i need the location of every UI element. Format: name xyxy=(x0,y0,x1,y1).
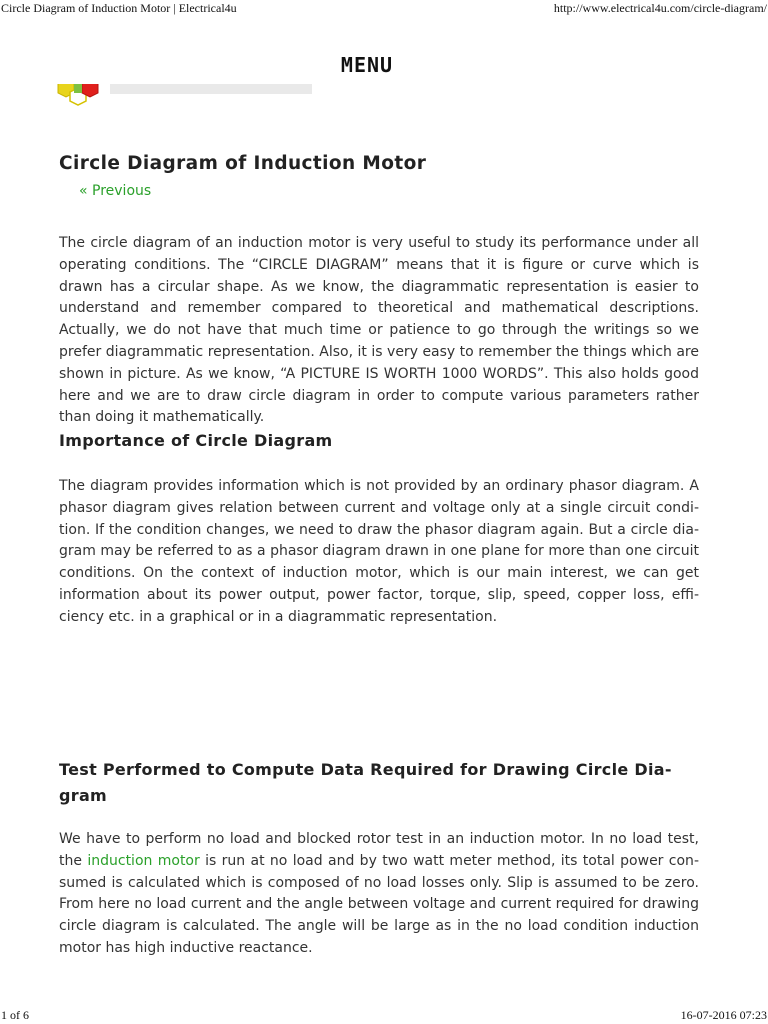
print-header xyxy=(0,1,768,17)
test-section xyxy=(59,757,699,809)
importance-heading: Importance of Circle Diagram xyxy=(59,431,333,450)
intro-section xyxy=(59,233,699,429)
importance-paragraph: The diagram provides information which is not provided by an ordinary phasor diagram. A phasor diagram gives relation between current and voltage only at a single circuit condition. If the condition changes, we need to draw the phasor diagram again. But a circle diagram may be referred to as a phasor diagram drawn in one plane for more than one circuit conditions. On the context of induction motor, which is our main interest, we can get information about its power output, power factor, torque, slip, speed, copper loss, efficiency etc. in a graphical or in a diagrammatic representation. xyxy=(59,478,699,625)
induction-motor-link[interactable]: induction motor xyxy=(87,852,200,869)
test-body xyxy=(59,829,699,960)
importance-body xyxy=(59,476,699,629)
test-text-1: We have to perform no load and blocked rotor test in an induction motor. In no load test, the xyxy=(59,831,699,869)
intro-paragraph: The circle diagram of an induction motor is very useful to study its performance under all operating conditions. The “CIRCLE DIAGRAM” means that it is figure or curve which is drawn has a circular shape. As we know, the diagrammatic representation is easier to understand and remember compared to theoretical and mathematical descriptions. Actually, we do not have that much time or patience to go through the writings so we prefer diagrammatic representation. Also, it is very easy to remember the things which are shown in picture. As we know, “A PICTURE IS WORTH 1000 WORDS”. This also holds good here and we are to draw circle diagram in order to compute various parameters rather than doing it mathematically. xyxy=(59,235,699,426)
print-page-title: Circle Diagram of Induction Motor | Electrical4u xyxy=(1,1,237,15)
importance-section xyxy=(59,428,699,454)
print-datetime: 16-07-2016 07:23 xyxy=(680,1008,767,1022)
previous-link[interactable]: « Previous xyxy=(79,183,152,199)
test-paragraph xyxy=(59,829,699,960)
print-page-url: http://www.electrical4u.com/circle-diagram/ xyxy=(553,1,767,15)
test-text-2: is run at no load and by two watt meter method, its total power consumed is calculated which is composed of no load losses only. Slip is assumed to be zero. From here no load current and the angle between voltage and current required for drawing circle diagram is calculated. The angle will be large as in the no load condition induction motor has high inductive reactance. xyxy=(59,852,699,956)
site-logo[interactable] xyxy=(52,84,312,110)
menu-button[interactable]: MENU xyxy=(340,53,394,77)
print-footer xyxy=(0,1008,768,1024)
test-heading: Test Performed to Compute Data Required for Drawing Circle Diagram xyxy=(59,760,672,805)
page-count: 1 of 6 xyxy=(1,1008,29,1022)
article-title: Circle Diagram of Induction Motor xyxy=(59,153,427,174)
